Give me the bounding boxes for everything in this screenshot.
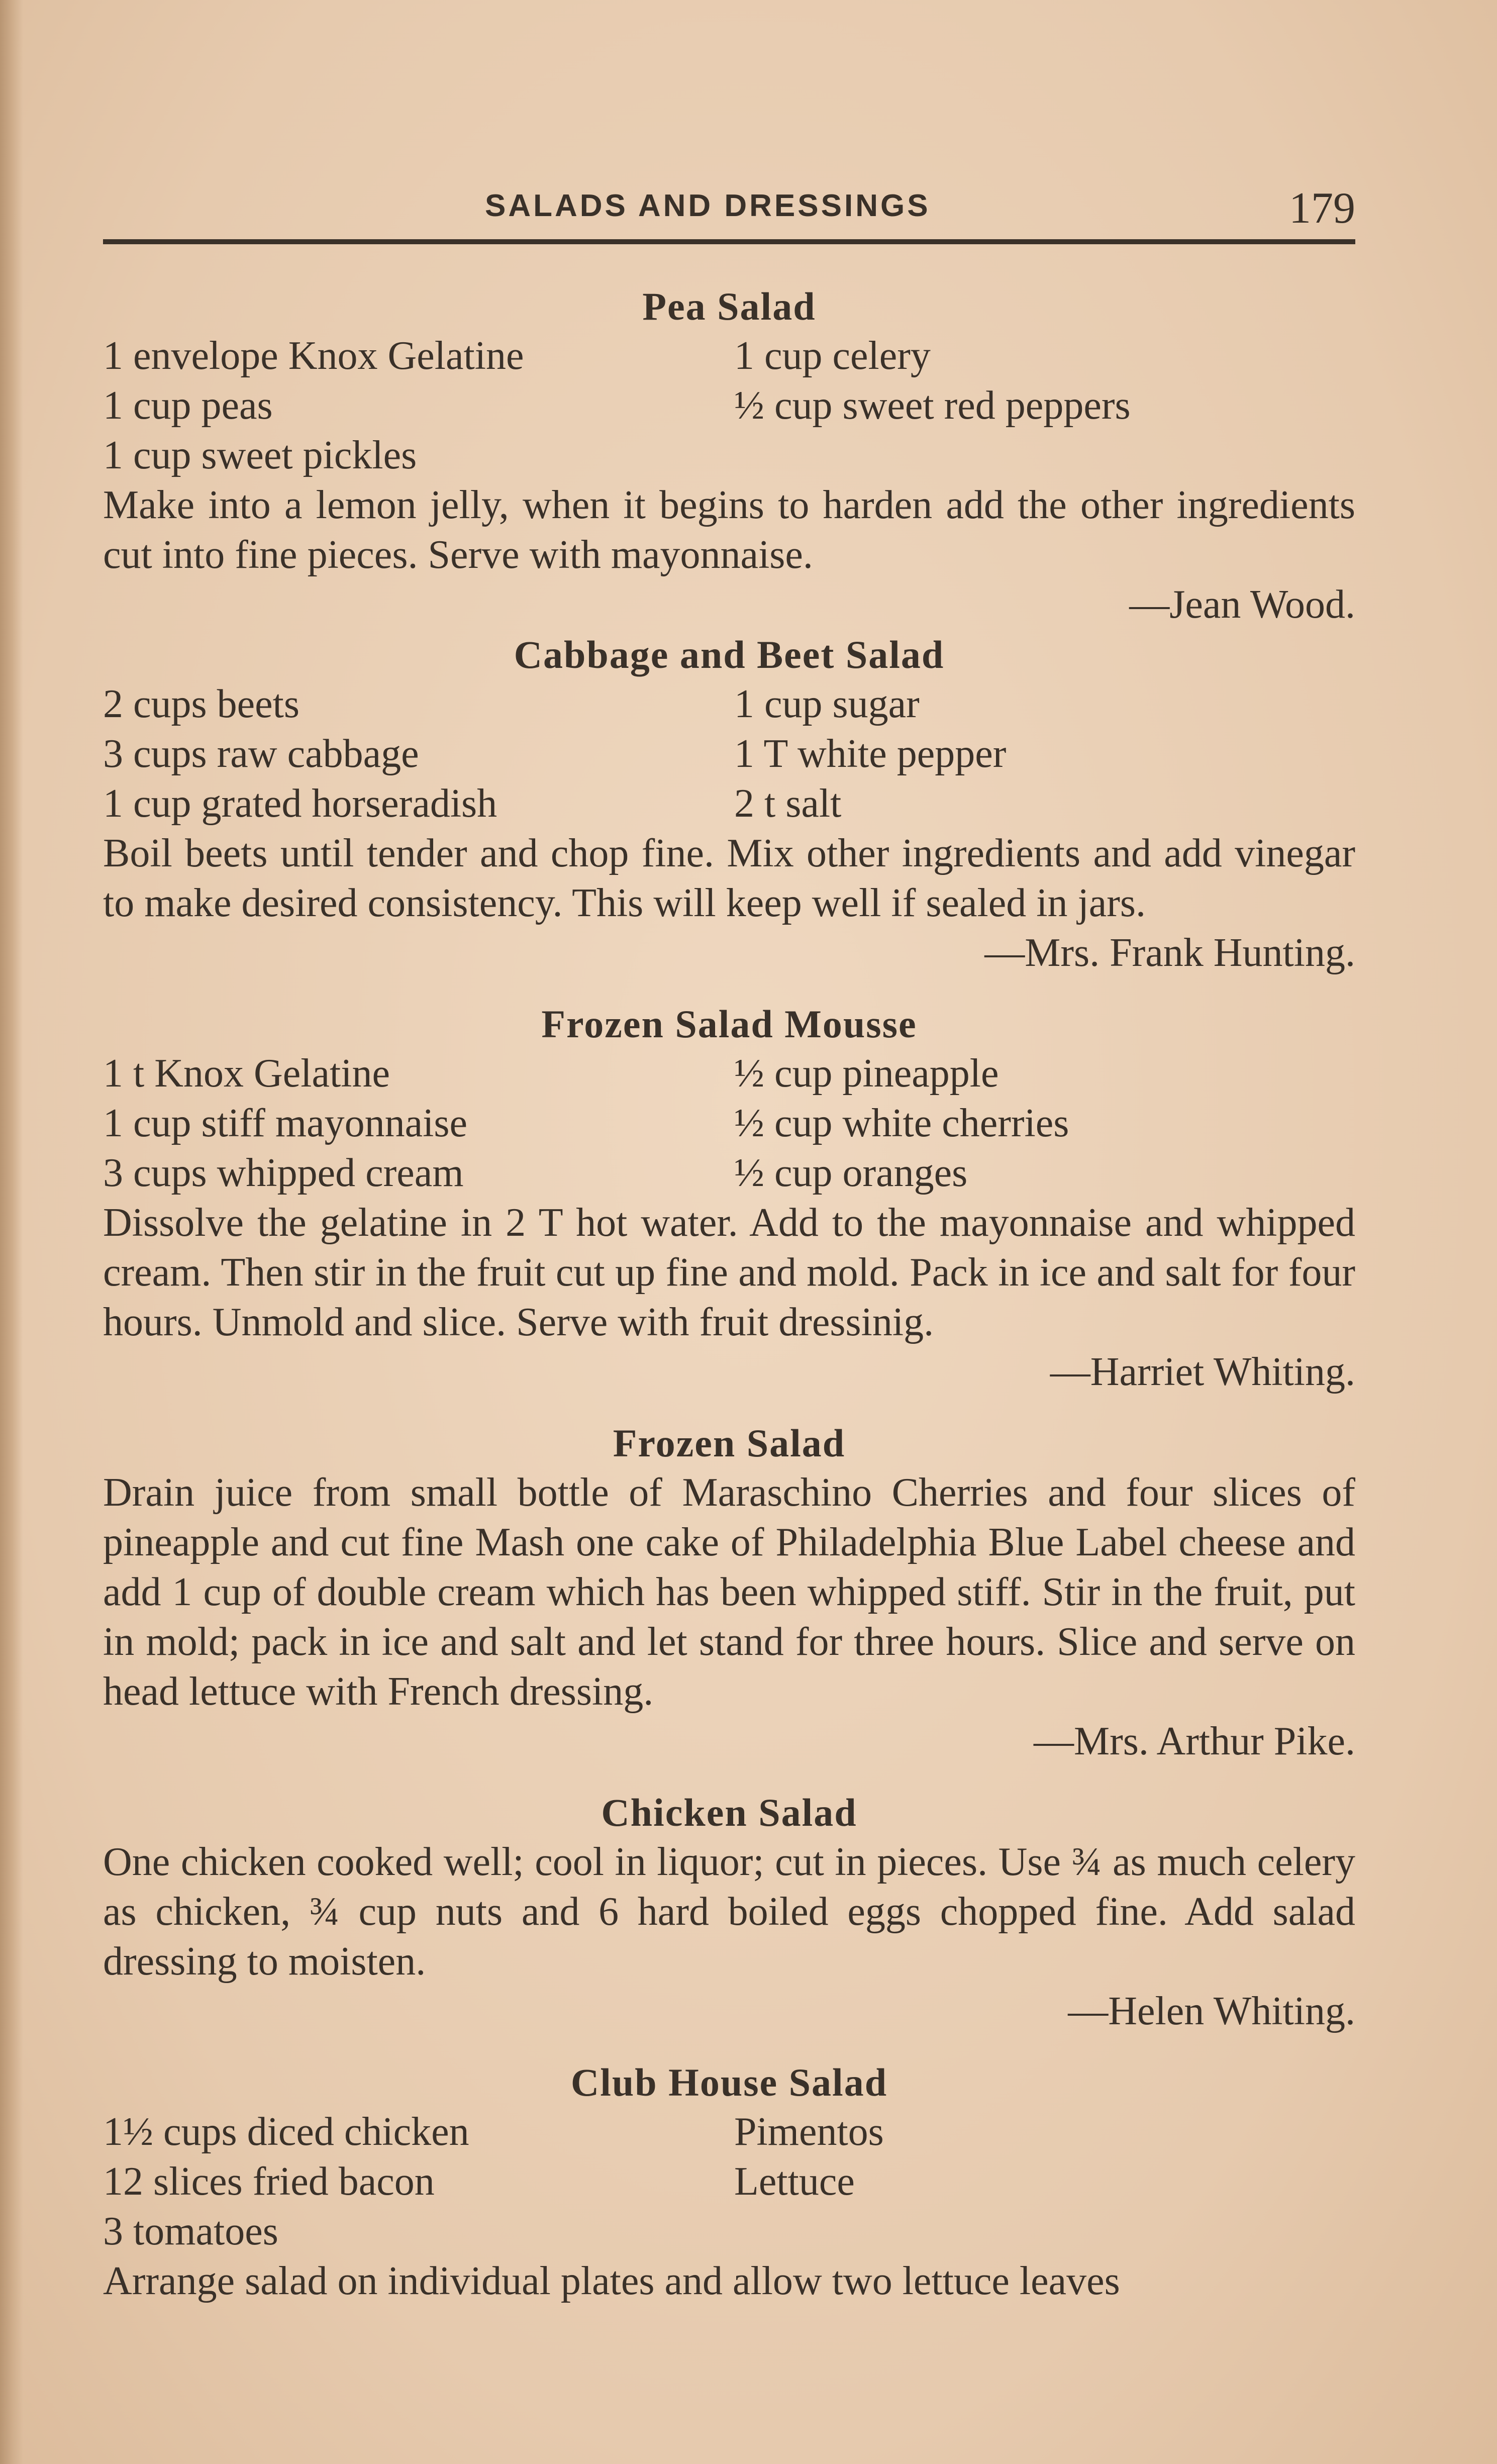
recipe-title: Cabbage and Beet Salad	[514, 633, 945, 676]
recipe-title: Frozen Salad	[613, 1421, 846, 1465]
recipe-block	[103, 2057, 1355, 2306]
ingredient-left: 1½ cups diced chicken	[103, 2110, 469, 2154]
recipe-title: Club House Salad	[570, 2060, 888, 2104]
ingredient-right: ½ cup pineapple	[734, 1051, 999, 1096]
ingredient-row	[103, 1099, 1355, 1148]
ingredient-left: 1 envelope Knox Gelatine	[103, 334, 524, 378]
recipe-instructions: Dissolve the gelatine in 2 T hot water. Add to the mayonnaise and whipped cream. Then stir in the fruit cut up fine and mold. Pack in ice and salt for four hours. Unmold and slice. Serve with fruit dressinig.	[103, 1201, 1355, 1344]
ingredient-left: 2 cups beets	[103, 682, 300, 726]
ingredient-row	[103, 431, 1355, 480]
recipe-title: Pea Salad	[642, 284, 816, 328]
ingredient-right: ½ cup sweet red peppers	[734, 383, 1131, 428]
ingredient-row	[103, 2107, 1355, 2157]
recipe-instructions: Arrange salad on individual plates and allow two lettuce leaves	[103, 2259, 1120, 2303]
recipe-instructions: Drain juice from small bottle of Maraschino Cherries and four slices of pineapple and cut fine Mash one cake of Philadelphia Blue Label cheese and add 1 cup of double cream which has been whipped stiff. Stir in the fruit, put in mold; pack in ice and salt and let stand for three hours. Slice and serve on head lettuce with French dressing.	[103, 1470, 1355, 1714]
recipe-attribution: —Mrs. Arthur Pike.	[1034, 1719, 1355, 1763]
header-rule	[103, 239, 1355, 244]
ingredient-left: 1 cup sweet pickles	[103, 433, 417, 477]
recipe-attribution: —Mrs. Frank Hunting.	[984, 931, 1355, 975]
ingredient-left: 3 tomatoes	[103, 2209, 278, 2253]
ingredient-right: 2 t salt	[734, 781, 842, 826]
recipe-block	[103, 630, 1355, 978]
recipe-title: Chicken Salad	[601, 1791, 857, 1834]
ingredient-row	[103, 2207, 1355, 2256]
ingredient-right: Pimentos	[734, 2110, 884, 2154]
recipe-attribution: —Jean Wood.	[1129, 582, 1355, 627]
page-number: 179	[1289, 184, 1355, 233]
ingredient-left: 1 cup peas	[103, 383, 273, 428]
ingredient-left: 1 cup grated horseradish	[103, 781, 497, 826]
page-header	[103, 184, 1355, 233]
recipe-list	[103, 281, 1355, 2306]
recipe-title: Frozen Salad Mousse	[541, 1002, 917, 1046]
ingredient-right: 1 T white pepper	[734, 732, 1007, 776]
ingredient-left: 3 cups whipped cream	[103, 1151, 464, 1195]
ingredient-row	[103, 381, 1355, 431]
ingredient-right: 1 cup sugar	[734, 682, 920, 726]
ingredient-row	[103, 331, 1355, 381]
recipe-instructions: One chicken cooked well; cool in liquor; cut in pieces. Use ¾ as much celery as chicken, ¾ cup nuts and 6 hard boiled eggs chopped fine. Add salad dressing to moisten.	[103, 1840, 1355, 1984]
ingredient-row	[103, 1148, 1355, 1198]
ingredient-left: 12 slices fried bacon	[103, 2159, 435, 2204]
ingredient-left: 1 cup stiff mayonnaise	[103, 1101, 468, 1145]
ingredient-row	[103, 2157, 1355, 2207]
running-title: SALADS AND DRESSINGS	[485, 188, 931, 223]
ingredient-right: ½ cup white cherries	[734, 1101, 1069, 1145]
recipe-block	[103, 999, 1355, 1397]
recipe-instructions: Make into a lemon jelly, when it begins to harden add the other ingredients cut into fine pieces. Serve with mayonnaise.	[103, 483, 1355, 577]
ingredient-row	[103, 779, 1355, 829]
ingredient-left: 1 t Knox Gelatine	[103, 1051, 390, 1096]
ingredient-row	[103, 1049, 1355, 1099]
ingredient-right: ½ cup oranges	[734, 1151, 968, 1195]
recipe-block	[103, 281, 1355, 630]
recipe-block	[103, 1788, 1355, 2036]
recipe-instructions: Boil beets until tender and chop fine. Mix other ingredients and add vinegar to make desired consistency. This will keep well if sealed in jars.	[103, 831, 1355, 925]
ingredient-right: 1 cup celery	[734, 334, 931, 378]
recipe-attribution: —Helen Whiting.	[1068, 1989, 1355, 2033]
ingredient-row	[103, 729, 1355, 779]
ingredient-left: 3 cups raw cabbage	[103, 732, 419, 776]
ingredient-right: Lettuce	[734, 2159, 855, 2204]
page-binding-edge	[0, 0, 23, 2464]
recipe-block	[103, 1418, 1355, 1766]
ingredient-row	[103, 679, 1355, 729]
recipe-attribution: —Harriet Whiting.	[1050, 1350, 1355, 1394]
